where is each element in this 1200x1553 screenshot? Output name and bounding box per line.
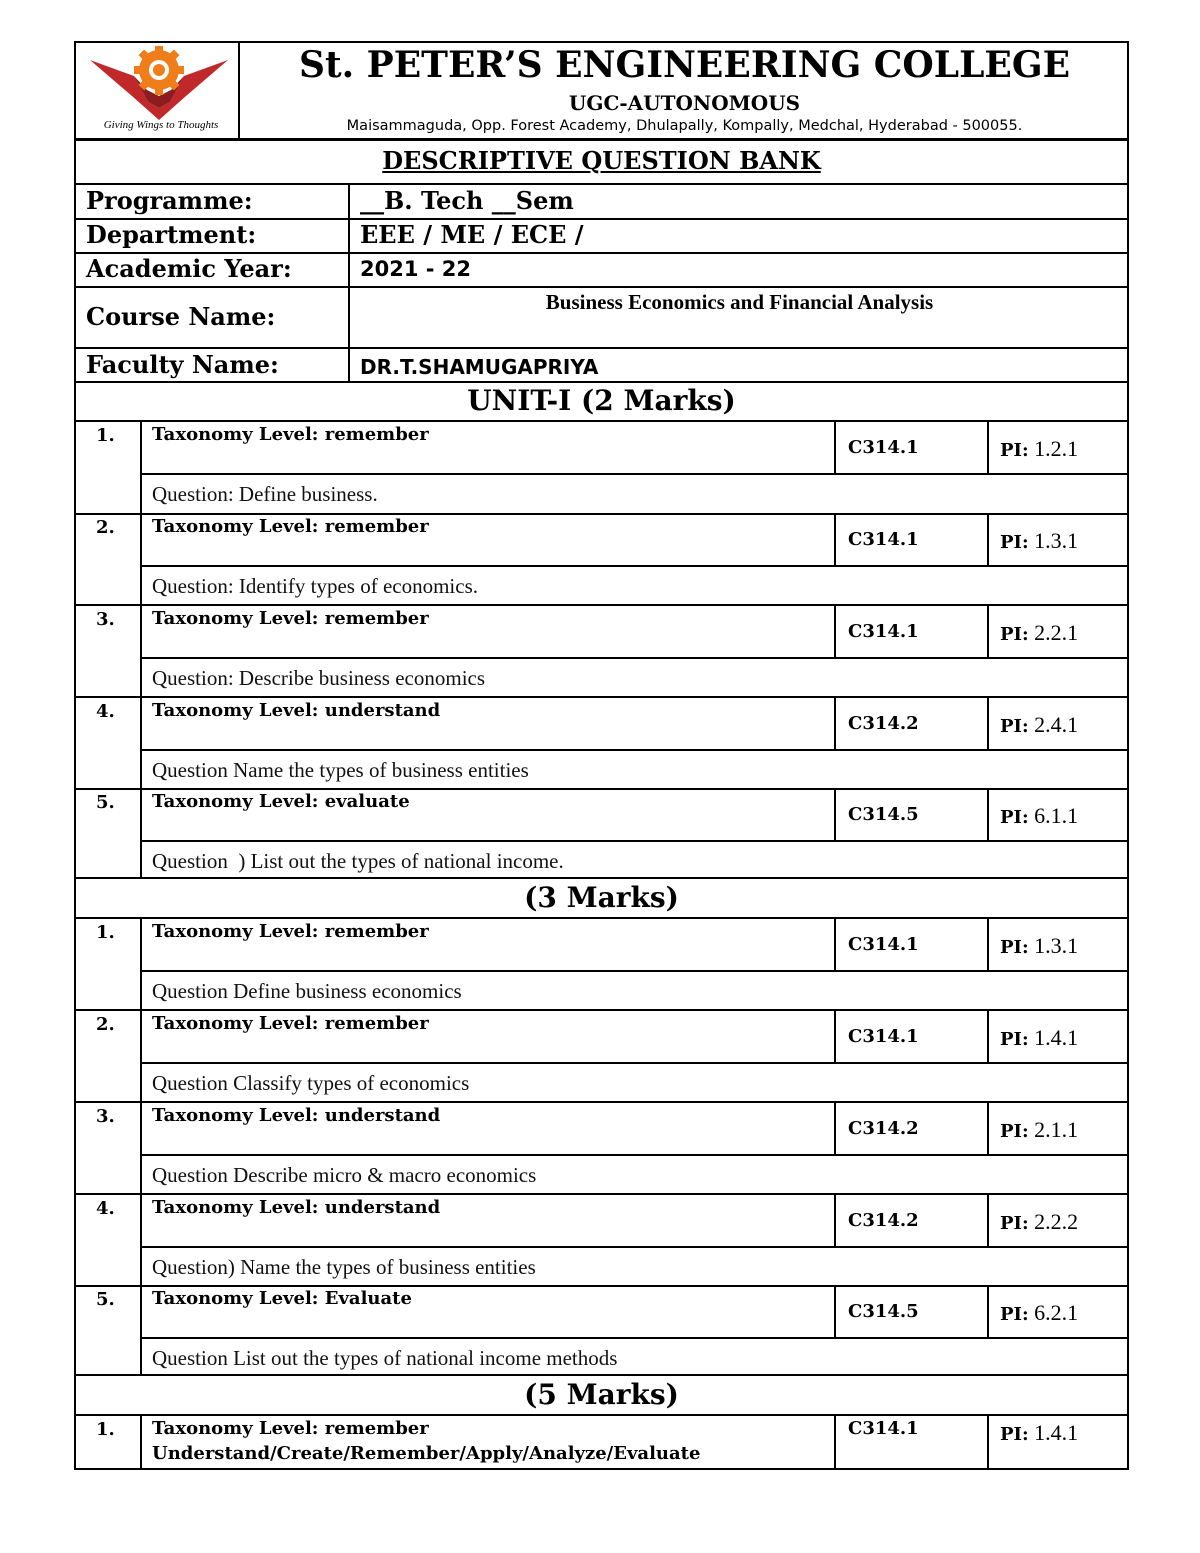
taxonomy-level: Taxonomy Level: remember <box>152 424 429 445</box>
college-address: Maisammaguda, Opp. Forest Academy, Dhulapally, Kompally, Medchal, Hyderabad - 500055. <box>346 118 1023 134</box>
logo-tagline: Giving Wings to Thoughts <box>103 119 219 131</box>
question-number: 2. <box>96 517 115 538</box>
college-status: UGC-AUTONOMOUS <box>568 91 801 115</box>
taxonomy-level: Taxonomy Level: remember <box>152 921 429 942</box>
performance-indicator: PI: 2.2.1 <box>1000 620 1079 645</box>
programme-value: __B. Tech __Sem <box>360 186 574 215</box>
course-outcome: C314.1 <box>848 621 919 642</box>
taxonomy-level: Taxonomy Level: remember <box>152 516 429 537</box>
section-title-unit-1-2-marks: UNIT-I (2 Marks) <box>467 384 736 417</box>
course-outcome: C314.2 <box>848 1210 919 1231</box>
course-outcome: C314.5 <box>848 804 919 825</box>
programme-label: Programme: <box>86 186 253 215</box>
question-text: Question: Describe business economics <box>152 666 486 690</box>
question-number: 5. <box>96 792 115 813</box>
college-name: St. PETER’S ENGINEERING COLLEGE <box>298 44 1071 86</box>
question-text: Question) Name the types of business entities <box>152 1255 536 1279</box>
question-number: 1. <box>96 922 115 943</box>
performance-indicator: PI: 2.2.2 <box>1000 1209 1079 1234</box>
section-title-3-marks: (3 Marks) <box>524 881 679 914</box>
question-text: Question ) List out the types of national income. <box>152 849 564 873</box>
question-number: 3. <box>96 1106 115 1127</box>
taxonomy-level: Taxonomy Level: understand <box>152 1197 441 1218</box>
performance-indicator: PI: 1.2.1 <box>1000 436 1079 461</box>
performance-indicator: PI: 1.3.1 <box>1000 528 1079 553</box>
question-text: Question List out the types of national income methods <box>152 1346 618 1370</box>
question-number: 4. <box>96 701 115 722</box>
performance-indicator: PI: 2.4.1 <box>1000 712 1079 737</box>
question-text: Question Describe micro & macro economics <box>152 1163 537 1187</box>
question-text: Question Classify types of economics <box>152 1071 470 1095</box>
section-title-5-marks: (5 Marks) <box>524 1378 679 1411</box>
performance-indicator: PI: 6.1.1 <box>1000 803 1079 828</box>
taxonomy-level: Taxonomy Level: understand <box>152 700 441 721</box>
academic-year-label: Academic Year: <box>86 254 292 283</box>
taxonomy-level: Taxonomy Level: remember <box>152 608 429 629</box>
performance-indicator: PI: 1.4.1 <box>1000 1025 1079 1050</box>
performance-indicator: PI: 2.1.1 <box>1000 1117 1079 1142</box>
question-text: Question Define business economics <box>152 979 462 1003</box>
department-value: EEE / ME / ECE / <box>360 220 584 249</box>
question-text: Question: Define business. <box>152 482 378 506</box>
course-outcome: C314.1 <box>848 1418 919 1439</box>
department-label: Department: <box>86 220 257 249</box>
taxonomy-level: Taxonomy Level: evaluate <box>152 791 410 812</box>
taxonomy-options: Understand/Create/Remember/Apply/Analyze/Evaluate <box>152 1443 701 1464</box>
doc-title: DESCRIPTIVE QUESTION BANK <box>382 146 821 175</box>
faculty-name-value: DR.T.SHAMUGAPRIYA <box>360 355 599 379</box>
question-number: 1. <box>96 1419 115 1440</box>
academic-year-value: 2021 - 22 <box>360 257 472 281</box>
course-name-value: Business Economics and Financial Analysis <box>545 290 934 314</box>
taxonomy-level: Taxonomy Level: remember <box>152 1418 429 1439</box>
question-number: 5. <box>96 1289 115 1310</box>
taxonomy-level: Taxonomy Level: remember <box>152 1013 429 1034</box>
course-name-label: Course Name: <box>86 302 276 331</box>
question-text: Question: Identify types of economics. <box>152 574 479 598</box>
course-outcome: C314.1 <box>848 1026 919 1047</box>
question-number: 2. <box>96 1014 115 1035</box>
question-number: 4. <box>96 1198 115 1219</box>
question-number: 3. <box>96 609 115 630</box>
question-number: 1. <box>96 425 115 446</box>
course-outcome: C314.1 <box>848 934 919 955</box>
course-outcome: C314.1 <box>848 529 919 550</box>
course-outcome: C314.1 <box>848 437 919 458</box>
taxonomy-level: Taxonomy Level: Evaluate <box>152 1288 412 1309</box>
faculty-name-label: Faculty Name: <box>86 350 279 379</box>
question-text: Question Name the types of business entities <box>152 758 529 782</box>
performance-indicator: PI: 1.3.1 <box>1000 933 1079 958</box>
course-outcome: C314.2 <box>848 713 919 734</box>
taxonomy-level: Taxonomy Level: understand <box>152 1105 441 1126</box>
performance-indicator: PI: 6.2.1 <box>1000 1300 1079 1325</box>
course-outcome: C314.5 <box>848 1301 919 1322</box>
course-outcome: C314.2 <box>848 1118 919 1139</box>
performance-indicator: PI: 1.4.1 <box>1000 1420 1079 1445</box>
